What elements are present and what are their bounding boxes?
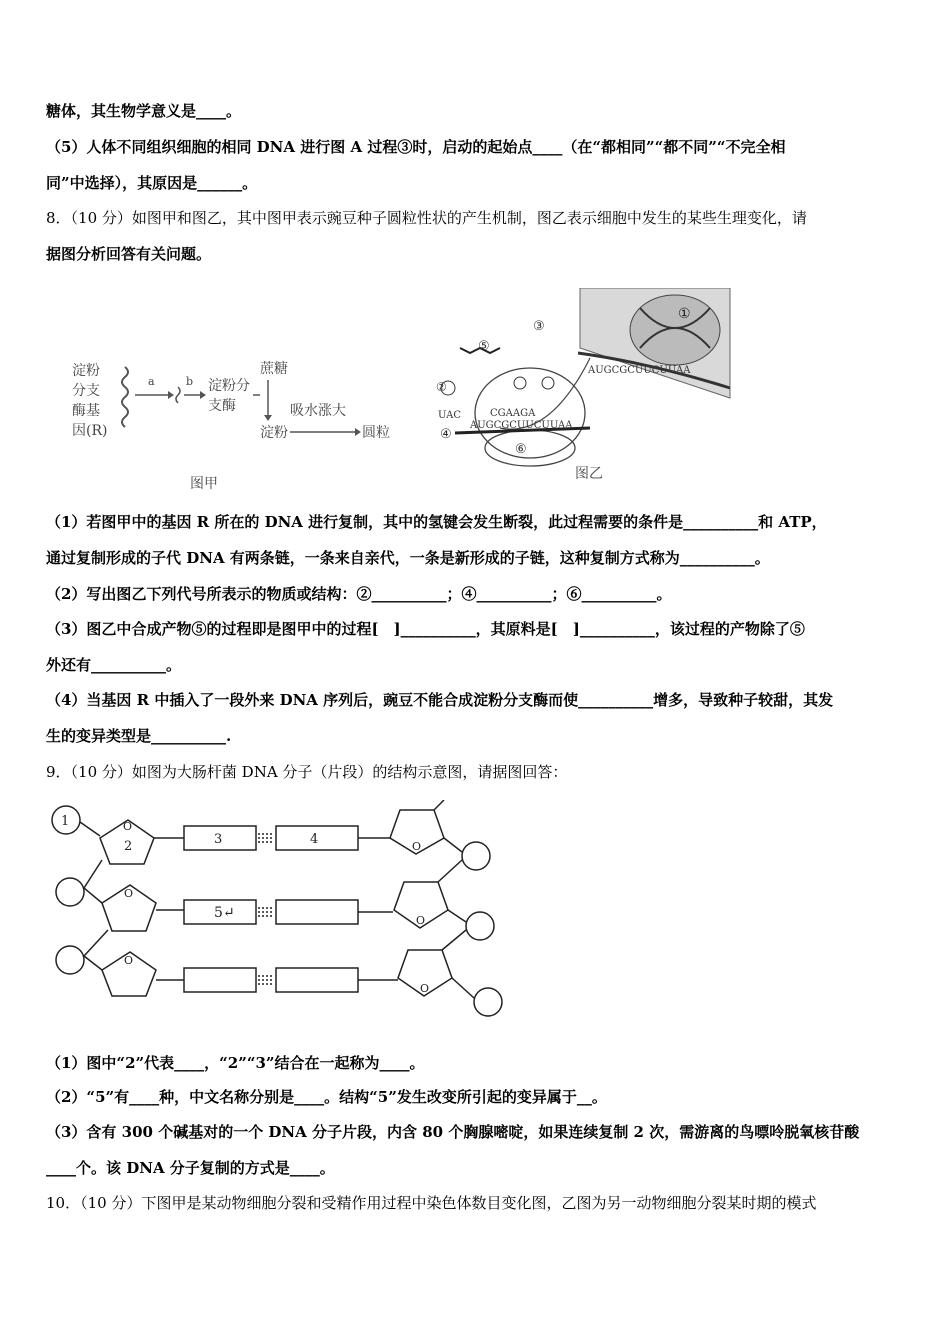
question-9-title: 9．（10 分）如图为大肠杆菌 DNA 分子（片段）的结构示意图，请据图回答： [46, 763, 568, 781]
q9-part-1: （1）图中“2”代表____，“2”“3”结合在一起称为____。 [46, 1054, 425, 1072]
phosphate-right-2 [466, 912, 494, 940]
fig-yi-label-1: ① [678, 306, 691, 322]
fig-jia-swell: 吸水涨大 [290, 403, 346, 419]
trna-icon [514, 377, 526, 389]
q8-part-3b: 外还有__________。 [46, 656, 182, 674]
dna-label-3: 3 [214, 832, 223, 847]
line-2: （5）人体不同组织细胞的相同 DNA 进行图 A 过程③时，启动的起始点____（在“都相同”“都不同”“不完全相 [46, 138, 786, 156]
q8-part-1b: 通过复制形成的子代 DNA 有两条链，一条来自亲代，一条是新形成的子链，这种复制方式称为__________。 [46, 549, 770, 567]
q9-part-3a: （3）含有 300 个碱基对的一个 DNA 分子片段，内含 80 个胸腺嘧啶，如果连续复制 2 次，需游离的鸟嘌呤脱氧核苷酸 [46, 1123, 860, 1141]
fig-jia-caption: 图甲 [190, 476, 218, 492]
fig-yi-label-4: ④ [440, 427, 452, 442]
dna-helix-icon [630, 295, 720, 365]
arrow-down-head-icon [264, 415, 272, 421]
arrow-a-head-icon [168, 391, 174, 399]
phosphate-right-3 [474, 988, 502, 1016]
fig-yi-mrna-low: AUGCGCUUCUUAA [470, 420, 573, 431]
figure-jia [70, 355, 400, 495]
line-5: 据图分析回答有关问题。 [46, 245, 212, 263]
figure-dna [48, 800, 508, 1030]
fig-jia-gene-2: 分支 [72, 383, 100, 399]
fig-yi-label-3: ③ [533, 319, 545, 334]
base-right-3 [276, 968, 358, 992]
dna-o-1: O [123, 820, 133, 833]
arrow-a-label: a [148, 375, 155, 388]
base-left-3 [184, 968, 256, 992]
fig-jia-gene-1: 淀粉 [72, 363, 100, 379]
fig-yi-label-5: ⑤ [478, 339, 490, 354]
fig-yi-label-2: ② [436, 380, 447, 394]
figure-yi [430, 288, 740, 498]
dna-label-5: 5↵ [214, 905, 235, 921]
fig-yi-trna-pair: CGAAGA [490, 408, 536, 419]
fig-yi-label-6: ⑥ [515, 442, 527, 457]
fig-jia-gene-4: 因(R) [72, 423, 108, 439]
dna-o-6: O [420, 982, 430, 995]
fig-yi-anticodon: UAC [438, 410, 461, 421]
arrow-b-label: b [186, 375, 194, 388]
dna-o-5: O [416, 914, 426, 927]
q8-part-3a: （3）图乙中合成产物⑤的过程即是图甲中的过程[ ]__________，其原料是[ ]__________，该过程的产物除了⑤ [46, 620, 805, 638]
phosphate-right-1 [462, 842, 490, 870]
q8-part-2: （2）写出图乙下列代号所表示的物质或结构：②__________；④__________；⑥__________。 [46, 585, 672, 603]
arrow-round-head-icon [355, 428, 361, 436]
q8-part-4a: （4）当基因 R 中插入了一段外来 DNA 序列后，豌豆不能合成淀粉分支酶而使__________增多，导致种子较甜，其发 [46, 691, 834, 709]
phosphate-left-3 [56, 946, 84, 974]
phosphate-left-2 [56, 878, 84, 906]
fig-jia-round: 圆粒 [362, 425, 390, 441]
fig-jia-gene-3: 酶基 [72, 403, 100, 419]
dna-label-2: 2 [124, 839, 133, 854]
base-pair-right-2 [276, 900, 358, 924]
q9-part-3b: ____个。该 DNA 分子复制的方式是____。 [46, 1159, 335, 1177]
q8-part-1a: （1）若图甲中的基因 R 所在的 DNA 进行复制，其中的氢键会发生断裂，此过程需要的条件是__________和 ATP， [46, 513, 827, 531]
fig-yi-caption: 图乙 [575, 466, 603, 482]
dna-o-4: O [412, 840, 422, 853]
dna-o-3: O [124, 954, 134, 967]
mrna-icon [176, 387, 180, 403]
fig-jia-enzyme-2: 支酶 [208, 398, 236, 414]
fig-yi-mrna-high: AUGCGCUUCUUAA [588, 365, 691, 376]
question-10-title: 10．（10 分）下图甲是某动物细胞分裂和受精作用过程中染色体数目变化图，乙图为另一动物细胞分裂某时期的模式 [46, 1194, 817, 1212]
fig-jia-sucrose: 蔗糖 [260, 361, 288, 377]
q9-part-2: （2）“5”有____种，中文名称分别是____。结构“5”发生改变所引起的变异属于__。 [46, 1088, 607, 1106]
line-3: 同”中选择），其原因是______。 [46, 174, 258, 192]
line-1: 糖体，其生物学意义是____。 [46, 102, 242, 120]
question-8-title: 8．（10 分）如图甲和图乙，其中图甲表示豌豆种子圆粒性状的产生机制，图乙表示细胞中发生的某些生理变化，请 [46, 209, 807, 227]
fig-jia-enzyme-1: 淀粉分 [208, 378, 250, 394]
gene-helix-icon [122, 367, 128, 427]
dna-label-4: 4 [310, 832, 319, 847]
dna-label-1: 1 [61, 814, 70, 829]
ribosome-small [485, 430, 575, 466]
trna-icon-2 [542, 377, 554, 389]
arrow-b-head-icon [200, 391, 206, 399]
dna-o-2: O [124, 887, 134, 900]
fig-jia-starch: 淀粉 [260, 425, 288, 441]
q8-part-4b: 生的变异类型是__________. [46, 727, 232, 745]
